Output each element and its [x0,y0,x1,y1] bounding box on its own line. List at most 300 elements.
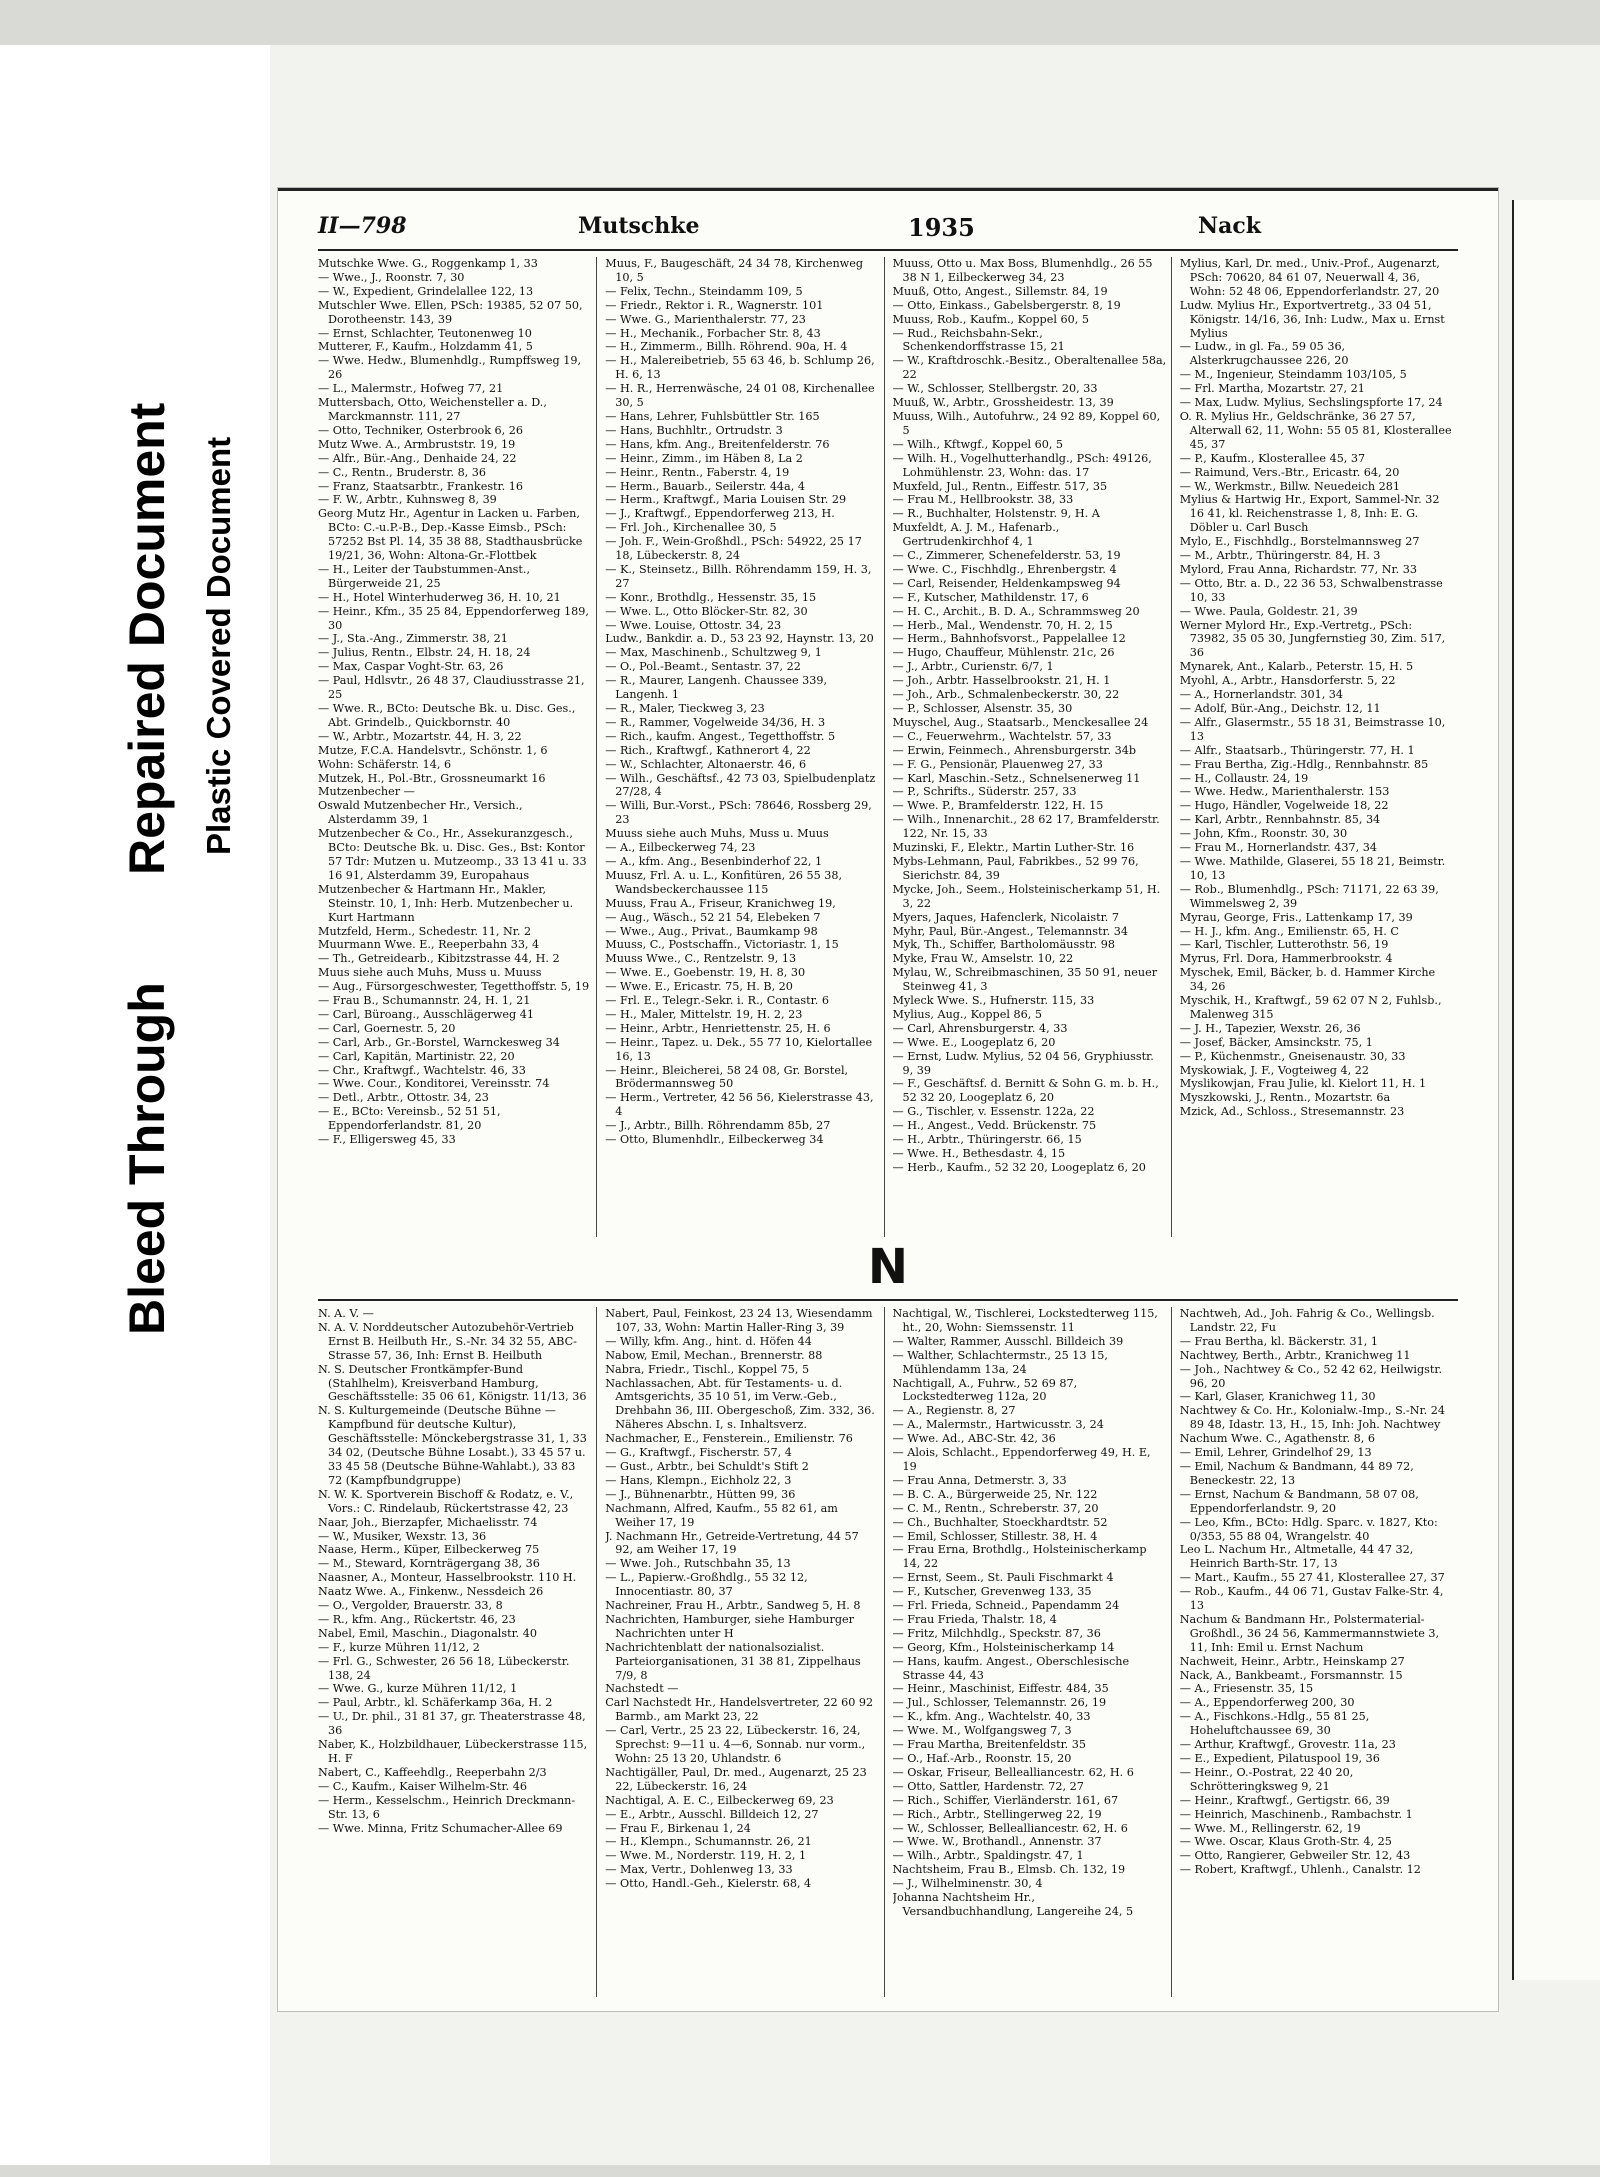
directory-entry: Nabert, Paul, Feinkost, 23 24 13, Wiesendamm 107, 33, Wohn: Martin Haller-Ring 3, 39 [605,1307,873,1334]
directory-entry: — H., Collaustr. 24, 19 [1179,771,1309,785]
directory-entry: — F., Kutscher, Grevenweg 133, 35 [892,1585,1092,1599]
directory-entry: — P., Kaufm., Klosterallee 45, 37 [1179,451,1366,465]
directory-entry: Mybs-Lehmann, Paul, Fabrikbes., 52 99 76, Sierichstr. 84, 39 [892,854,1139,882]
header-left-word: Mutschke [578,213,700,239]
directory-entry: — H., Arbtr., Thüringerstr. 66, 15 [892,1133,1082,1147]
directory-entry: — Wwe. Hedw., Marienthalerstr. 153 [1179,785,1390,799]
directory-entry: Myohl, A., Arbtr., Hansdorferstr. 5, 22 [1179,674,1396,688]
directory-entry: — Oskar, Friseur, Bellealliancestr. 62, H. 6 [892,1765,1134,1779]
directory-entry: — Wwe. Ad., ABC-Str. 42, 36 [892,1432,1056,1446]
directory-entry: — H., Angest., Vedd. Brückenstr. 75 [892,1119,1097,1133]
directory-entry: — Rob., Kaufm., 44 06 71, Gustav Falke-Str. 4, 13 [1179,1585,1444,1613]
directory-entry: — Otto, Sattler, Hardenstr. 72, 27 [892,1779,1084,1793]
directory-entry: — Detl., Arbtr., Ottostr. 34, 23 [318,1091,489,1105]
directory-entry: Muyschel, Aug., Staatsarb., Menckesallee 24 [892,715,1149,729]
directory-entry: Mylord, Frau Anna, Richardstr. 77, Nr. 33 [1179,562,1417,576]
directory-entry: Mynarek, Ant., Kalarb., Peterstr. 15, H. 5 [1179,660,1414,674]
directory-entry: — Hans, Klempn., Eichholz 22, 3 [605,1473,792,1487]
directory-entry: — H., Klempn., Schumannstr. 26, 21 [605,1835,812,1849]
directory-entry: Muzinski, F., Elektr., Martin Luther-Str. 16 [892,841,1135,855]
directory-entry: — Frau Bertha, kl. Bäckerstr. 31, 1 [1179,1334,1379,1348]
directory-entry: — Wwe. E., Loogeplatz 6, 20 [892,1035,1056,1049]
directory-entry: — Heinr., Kfm., 35 25 84, Eppendorferweg 189, 30 [318,604,589,632]
directory-entry: — E., Arbtr., Ausschl. Billdeich 12, 27 [605,1807,819,1821]
directory-entry: Myrau, George, Fris., Lattenkamp 17, 39 [1179,910,1413,924]
directory-entry: Mutzenbecher & Hartmann Hr., Makler, Steinstr. 10, 1, Inh: Herb. Mutzenbecher u. Kurt Hartmann [318,882,574,924]
directory-entry: — Herb., Kaufm., 52 32 20, Loogeplatz 6, 20 [892,1160,1146,1174]
directory-entry: — Frl. G., Schwester, 26 56 18, Lübeckerstr. 138, 24 [318,1654,570,1682]
directory-entry: Muttersbach, Otto, Weichensteller a. D., Marckmannstr. 111, 27 [318,396,547,423]
directory-entry: Nachrichtenblatt der nationalsozialist. Parteiorganisationen, 31 38 81, Zippelhaus 7/9, 8 [605,1640,861,1682]
directory-entry: — W., Expedient, Grindelallee 122, 13 [318,284,534,298]
directory-entry: — K., kfm. Ang., Wachtelstr. 40, 33 [892,1710,1091,1724]
upper-columns [318,257,1458,1237]
directory-entry: Werner Mylord Hr., Exp.-Vertretg., PSch: 73982, 35 05 30, Jungfernstieg 30, Zim. 517, 36 [1179,618,1446,660]
directory-entry: Mylius & Hartwig Hr., Export, Sammel-Nr. 32 16 41, kl. Reichenstrasse 1, 8, Inh: E. G. Döbler u. Carl Busch [1179,493,1440,535]
directory-entry: — Joh., Arbtr. Hasselbrookstr. 21, H. 1 [892,674,1111,688]
directory-entry: — Emil, Lehrer, Grindelhof 29, 13 [1179,1446,1372,1460]
directory-entry: — Wwe. E., Ericastr. 75, H. B, 20 [605,980,793,994]
directory-entry: Mutz Wwe. A., Armbruststr. 19, 19 [318,437,516,451]
header-right-word: Nack [1198,213,1262,239]
directory-entry: — H. C., Archit., B. D. A., Schrammsweg 20 [892,604,1140,618]
directory-entry: — Wwe. Hedw., Blumenhdlg., Rumpffsweg 19, 26 [318,354,582,382]
directory-entry: Myk, Th., Schiffer, Bartholomäusstr. 98 [892,938,1115,952]
directory-entry: N. W. K. Sportverein Bischoff & Rodatz, e. V., Vors.: C. Rindelaub, Rückertstrasse 42, 23 [318,1487,574,1515]
directory-entry: — Herb., Mal., Wendenstr. 70, H. 2, 15 [892,618,1113,632]
directory-entry: — Adolf, Bür.-Ang., Deichstr. 12, 11 [1179,702,1381,715]
directory-entry: Myslikowjan, Frau Julie, kl. Kielort 11, H. 1 [1179,1077,1427,1091]
directory-entry: — Wwe. Mathilde, Glaserei, 55 18 21, Beimstr. 10, 13 [1179,854,1446,882]
section-rule [318,1299,1458,1301]
directory-entry: — H., Leiter der Taubstummen-Anst., Bürgerweide 21, 25 [318,562,531,590]
directory-entry: — Wwe. Cour., Konditorei, Vereinsstr. 74 [318,1077,550,1091]
directory-entry: — A., Eilbeckerweg 74, 23 [605,841,756,855]
directory-entry: — Otto, Handl.-Geh., Kielerstr. 68, 4 [605,1877,812,1891]
directory-entry: Johanna Nachtsheim Hr., Versandbuchhandlung, Langereihe 24, 5 [892,1891,1134,1918]
adjacent-page-edge [1512,200,1600,1980]
directory-entry: — F. G., Pensionär, Plauenweg 27, 33 [892,757,1103,771]
directory-entry: — W., Schlachter, Altonaerstr. 46, 6 [605,757,807,771]
directory-entry: — Mart., Kaufm., 55 27 41, Klosterallee 27, 37 [1179,1571,1445,1585]
directory-entry: — Carl, Kapitän, Martinistr. 22, 20 [318,1049,515,1063]
directory-entry: — Rich., kaufm. Angest., Tegetthoffstr. 5 [605,729,836,743]
directory-column [605,1307,884,1997]
directory-entry: Mylo, E., Fischhdlg., Borstelmannsweg 27 [1179,535,1420,549]
directory-entry: Muuss siehe auch Muhs, Muss u. Muus [605,827,829,841]
directory-entry: Ludw. Mylius Hr., Exportvertretg., 33 04 51, Königstr. 14/16, 36, Inh: Ludw., Max u. Ernst Mylius [1179,298,1445,340]
plastic-covered-label: Plastic Covered Document [200,436,237,855]
directory-entry: — Alfr., Glasermstr., 55 18 31, Beimstrasse 10, 13 [1179,715,1446,743]
directory-entry: — Carl, Vertr., 25 23 22, Lübeckerstr. 16, 24, Sprechst: 9—11 u. 4—6, Sonnab. nur vorm., Wohn: 25 13 20, Uhlandstr. 6 [605,1724,866,1765]
directory-entry: — C. M., Rentn., Schreberstr. 37, 20 [892,1501,1099,1515]
directory-entry: — Franz, Staatsarbtr., Frankestr. 16 [318,479,524,493]
directory-column [605,257,884,1237]
directory-entry: — Wwe. Minna, Fritz Schumacher-Allee 69 [318,1821,563,1835]
directory-entry: Nachtigäller, Paul, Dr. med., Augenarzt, 25 23 22, Lübeckerstr. 16, 24 [605,1765,867,1793]
directory-entry: — Julius, Rentn., Elbstr. 24, H. 18, 24 [318,646,531,660]
directory-entry: — Rob., Blumenhdlg., PSch: 71171, 22 63 39, Wimmelsweg 2, 39 [1179,882,1439,910]
directory-entry: — J., Arbtr., Billh. Röhrendamm 85b, 27 [605,1119,831,1133]
directory-entry: — Rich., Arbtr., Stellingerweg 22, 19 [892,1807,1102,1821]
directory-entry: — B. C. A., Bürgerweide 25, Nr. 122 [892,1487,1098,1501]
directory-entry: — Carl, Ahrensburgerstr. 4, 33 [892,1021,1068,1035]
directory-entry: Muuss, C., Postschaffn., Victoriastr. 1, 15 [605,938,839,952]
directory-entry: — Erwin, Feinmech., Ahrensburgerstr. 34b [892,743,1137,757]
directory-entry: — Otto, Einkass., Gabelsbergerstr. 8, 19 [892,298,1121,312]
directory-entry: — Hugo, Chauffeur, Mühlenstr. 21c, 26 [892,646,1115,660]
directory-entry: Muuß, W., Arbtr., Grossheidestr. 13, 39 [892,396,1114,410]
directory-entry: Myhr, Paul, Bür.-Angest., Telemannstr. 34 [892,924,1128,938]
directory-entry: — Frau Martha, Breitenfeldstr. 35 [892,1738,1087,1752]
directory-entry: Naase, Herm., Küper, Eilbeckerweg 75 [318,1543,540,1557]
directory-entry: — Wilh., Arbtr., Spaldingstr. 47, 1 [892,1849,1084,1863]
directory-entry: — M., Steward, Kornträgergang 38, 36 [318,1557,540,1571]
directory-entry: — Carl, Reisender, Heldenkampsweg 94 [892,576,1121,590]
directory-entry: Nachtwey, Berth., Arbtr., Kranichweg 11 [1179,1348,1411,1362]
directory-entry: — Aug., Wäsch., 52 21 54, Elebeken 7 [605,910,821,924]
directory-entry: — J. H., Tapezier, Wexstr. 26, 36 [1179,1021,1361,1035]
directory-entry: Nachtigal, A. E. C., Eilbeckerweg 69, 23 [605,1793,834,1807]
directory-entry: — Heinr., Arbtr., Henriettenstr. 25, H. 6 [605,1021,831,1035]
directory-entry: Nachrichten, Hamburger, siehe Hamburger Nachrichten unter H [605,1612,854,1640]
directory-entry: Nachmann, Alfred, Kaufm., 55 82 61, am Weiher 17, 19 [605,1501,838,1529]
directory-entry: Nachmacher, E., Fensterein., Emilienstr. 76 [605,1432,853,1446]
directory-entry: — C., Kaufm., Kaiser Wilhelm-Str. 46 [318,1779,527,1793]
directory-entry: Nachum & Bandmann Hr., Polstermaterial-Großhdl., 36 24 56, Kammermannstwiete 3, 11, Inh: Emil u. Ernst Nachum [1179,1612,1440,1654]
directory-entry: Nachtweh, Ad., Joh. Fahrig & Co., Wellingsb. Landstr. 22, Fu [1179,1307,1435,1334]
directory-entry: Mutzenbecher — [318,785,415,799]
directory-entry: Myschek, Emil, Bäcker, b. d. Hammer Kirche 34, 26 [1179,966,1436,994]
directory-entry: — O., Vergolder, Brauerstr. 33, 8 [318,1599,503,1613]
directory-entry: — A., Malermstr., Hartwicusstr. 3, 24 [892,1418,1104,1432]
directory-entry: — Frau Bertha, Zig.-Hdlg., Rennbahnstr. 85 [1179,757,1429,771]
label-strip [0,45,270,2165]
directory-entry: — C., Rentn., Bruderstr. 8, 36 [318,465,487,479]
directory-column [1180,1307,1458,1997]
directory-entry: N. A. V. — [318,1307,374,1320]
directory-entry: — Frau Erna, Brothdlg., Holsteinischerkamp 14, 22 [892,1543,1147,1571]
directory-entry: — Rich., Schiffer, Vierländerstr. 161, 67 [892,1793,1119,1807]
directory-entry: — Wwe. G., kurze Mühren 11/12, 1 [318,1682,518,1696]
directory-entry: — Wwe. R., BCto: Deutsche Bk. u. Disc. Ges., Abt. Grindelb., Quickbornstr. 40 [318,702,576,729]
directory-entry: — Willi, Bur.-Vorst., PSch: 78646, Rossberg 29, 23 [605,799,872,827]
directory-entry: — Wilh., Geschäftsf., 42 73 03, Spielbudenplatz 27/28, 4 [605,771,876,799]
directory-entry: — Wwe. M., Norderstr. 119, H. 2, 1 [605,1849,807,1863]
directory-entry: — Wwe. L., Otto Blöcker-Str. 82, 30 [605,604,808,618]
directory-entry: Muusz, Frl. A. u. L., Konfitüren, 26 55 38, Wandsbeckerchaussee 115 [605,868,843,896]
directory-entry: Myszkowski, J., Rentn., Mozartstr. 6a [1179,1091,1391,1105]
directory-entry: O. R. Mylius Hr., Geldschränke, 36 27 57, Alterwall 62, 11, Wohn: 55 05 81, Klosterallee 45, 37 [1179,409,1452,451]
directory-entry: Mzick, Ad., Schloss., Stresemannstr. 23 [1179,1105,1405,1119]
directory-entry: — W., Kraftdroschk.-Besitz., Oberaltenallee 58a, 22 [892,354,1167,382]
directory-entry: — Heinr., Tapez. u. Dek., 55 77 10, Kielortallee 16, 13 [605,1035,873,1063]
directory-entry: Nachreiner, Frau H., Arbtr., Sandweg 5, H. 8 [605,1599,861,1613]
directory-entry: Mylius, Karl, Dr. med., Univ.-Prof., Augenarzt, PSch: 70620, 84 61 07, Neuerwall 4, 36, Wohn: 52 48 06, Eppendorferlandstr. 27, 20 [1179,257,1440,298]
directory-entry: — Willy, kfm. Ang., hint. d. Höfen 44 [605,1334,812,1348]
directory-entry: Mutzek, H., Pol.-Btr., Grossneumarkt 16 [318,771,546,785]
directory-entry: — H. R., Herrenwäsche, 24 01 08, Kirchenallee 30, 5 [605,382,875,410]
directory-entry: — R., Maurer, Langenh. Chaussee 339, Langenh. 1 [605,674,828,702]
directory-entry: Mylau, W., Schreibmaschinen, 35 50 91, neuer Steinweg 41, 3 [892,966,1158,994]
directory-entry: Muurmann Wwe. E., Reeperbahn 33, 4 [318,938,540,952]
directory-entry: — Ernst, Seem., St. Pauli Fischmarkt 4 [892,1571,1114,1585]
directory-entry: — H. J., kfm. Ang., Emilienstr. 65, H. C [1179,924,1399,938]
directory-entry: — Wwe. P., Bramfelderstr. 122, H. 15 [892,799,1104,813]
directory-entry: — Hans, Lehrer, Fuhlsbüttler Str. 165 [605,409,820,423]
directory-entry: — Wwe., J., Roonstr. 7, 30 [318,270,465,284]
directory-entry: — Alfr., Bür.-Ang., Denhaide 24, 22 [318,451,517,465]
directory-entry: — Heinr., Maschinist, Eiffestr. 484, 35 [892,1682,1109,1696]
directory-entry: — Ernst, Schlachter, Teutonenweg 10 [318,326,532,340]
directory-entry: — Herm., Kraftwgf., Maria Louisen Str. 29 [605,493,847,507]
directory-entry: — Max, Ludw. Mylius, Sechslingspforte 17, 24 [1179,396,1443,410]
directory-entry: — Wilh., Kftwgf., Koppel 60, 5 [892,437,1064,451]
directory-entry: — A., Eppendorferweg 200, 30 [1179,1696,1355,1710]
directory-entry: Ludw., Bankdir. a. D., 53 23 92, Haynstr. 13, 20 [605,632,874,646]
directory-entry: — Wwe. E., Goebenstr. 19, H. 8, 30 [605,966,806,980]
directory-entry: — O., Pol.-Beamt., Sentastr. 37, 22 [605,660,801,674]
directory-entry: — Frau M., Hellbrookstr. 38, 33 [892,493,1074,507]
directory-entry: Wohn: Schäferstr. 14, 6 [318,757,452,771]
directory-entry: — Alois, Schlacht., Eppendorferweg 49, H. E, 19 [892,1446,1151,1473]
directory-entry: — Carl, Büroang., Ausschlägerweg 41 [318,1007,534,1021]
directory-entry: Carl Nachstedt Hr., Handelsvertreter, 22 60 92 Barmb., am Markt 23, 22 [605,1696,874,1724]
directory-page [278,188,1498,2011]
directory-entry: — Ch., Buchhalter, Stoeckhardtstr. 52 [892,1515,1108,1529]
directory-entry: — Jul., Schlosser, Telemannstr. 26, 19 [892,1696,1107,1710]
directory-entry: J. Nachmann Hr., Getreide-Vertretung, 44 57 92, am Weiher 17, 19 [605,1529,859,1557]
directory-entry: Nachum Wwe. C., Agathenstr. 8, 6 [1179,1432,1375,1446]
directory-entry: Muuss Wwe., C., Rentzelstr. 9, 13 [605,952,797,966]
directory-entry: Nabow, Emil, Mechan., Brennerstr. 88 [605,1348,823,1362]
directory-entry: — Herm., Bahnhofsvorst., Pappelallee 12 [892,632,1126,646]
directory-entry: — Otto, Blumenhdlr., Eilbeckerweg 34 [605,1133,824,1147]
directory-entry: — F., Geschäftsf. d. Bernitt & Sohn G. m. b. H., 52 32 20, Loogeplatz 6, 20 [892,1077,1159,1105]
directory-entry: — Hans, kaufm. Angest., Oberschlesische Strasse 44, 43 [892,1654,1130,1682]
directory-entry: Myers, Jaques, Hafenclerk, Nicolaistr. 7 [892,910,1119,924]
directory-entry: — Emil, Schlosser, Stillestr. 38, H. 4 [892,1529,1098,1543]
directory-entry: — Herm., Vertreter, 42 56 56, Kielerstrasse 43, 4 [605,1091,874,1119]
directory-column [318,257,597,1237]
directory-entry: Naar, Joh., Bierzapfer, Michaelisstr. 74 [318,1515,538,1529]
directory-entry: — K., Steinsetz., Billh. Röhrendamm 159, H. 3, 27 [605,562,872,590]
directory-entry: N. S. Deutscher Frontkämpfer-Bund (Stahlhelm), Kreisverband Hamburg, Geschäftsstelle: 35 06 61, Königstr. 11/13, 36 [318,1362,587,1404]
directory-entry: — Max, Caspar Voght-Str. 63, 26 [318,660,504,674]
directory-entry: — Rud., Reichsbahn-Sekr., Schenkendorffstrasse 15, 21 [892,326,1065,354]
directory-entry: — Rich., Kraftwgf., Kathnerort 4, 22 [605,743,811,757]
bleed-through-label: Bleed Through [119,982,175,1335]
directory-entry: — F., kurze Mühren 11/12, 2 [318,1640,480,1654]
directory-entry: — J., Kraftwgf., Eppendorferweg 213, H. [605,507,835,521]
directory-entry: — F. W., Arbtr., Kuhnsweg 8, 39 [318,493,497,507]
directory-entry: — Gust., Arbtr., bei Schuldt's Stift 2 [605,1459,809,1473]
directory-entry: Muuss, Rob., Kaufm., Koppel 60, 5 [892,312,1089,326]
directory-entry: — Wwe. Joh., Rutschbahn 35, 13 [605,1557,791,1571]
directory-entry: — Josef, Bäcker, Amsinckstr. 75, 1 [1179,1035,1373,1049]
directory-entry: Nachtigall, A., Fuhrw., 52 69 87, Lockstedterweg 112a, 20 [892,1376,1078,1404]
directory-entry: — R., kfm. Ang., Rückertstr. 46, 23 [318,1612,516,1626]
directory-entry: — H., Maler, Mittelstr. 19, H. 2, 23 [605,1007,803,1021]
directory-entry: — Joh., Arb., Schmalenbeckerstr. 30, 22 [892,688,1120,702]
directory-entry: Nachtsheim, Frau B., Elmsb. Ch. 132, 19 [892,1863,1126,1877]
directory-entry: N. A. V. Norddeutscher Autozubehör-Vertrieb Ernst B. Heilbuth Hr., S.-Nr. 34 32 55, ABC-Strasse 57, 36, Inh: Ernst B. Heilbuth [318,1320,577,1362]
directory-entry: Myskowiak, J. F., Vogteiweg 4, 22 [1179,1063,1369,1077]
directory-entry: — Karl, Maschin.-Setz., Schnelsenerweg 11 [892,771,1141,785]
directory-entry: — J., Wilhelminenstr. 30, 4 [892,1877,1043,1891]
directory-entry: — Heinr., Zimm., im Häben 8, La 2 [605,451,803,465]
directory-entry: — Karl, Arbtr., Rennbahnstr. 85, 34 [1179,813,1381,827]
directory-entry: Mutschler Wwe. Ellen, PSch: 19385, 52 07 50, Dorotheenstr. 143, 39 [318,298,583,326]
directory-column [893,257,1172,1237]
directory-entry: Nachtwey & Co. Hr., Kolonialw.-Imp., S.-Nr. 24 89 48, Idastr. 13, H., 15, Inh: Joh. Nachtwey [1179,1404,1445,1432]
directory-entry: — O., Haf.-Arb., Roonstr. 15, 20 [892,1752,1072,1765]
directory-entry: — J., Bühnenarbtr., Hütten 99, 36 [605,1487,796,1501]
directory-entry: Nachweit, Heinr., Arbtr., Heinskamp 27 [1179,1654,1405,1668]
directory-entry: — C., Zimmerer, Schenefelderstr. 53, 19 [892,549,1121,563]
directory-entry: — Joh. F., Wein-Großhdl., PSch: 54922, 25 17 18, Lübeckerstr. 8, 24 [605,535,862,563]
directory-entry: — Joh., Nachtwey & Co., 52 42 62, Heilwigstr. 96, 20 [1179,1362,1443,1390]
directory-entry: — Ernst, Ludw. Mylius, 52 04 56, Gryphiusstr. 9, 39 [892,1049,1154,1077]
directory-entry: — E., Expedient, Pilatuspool 19, 36 [1179,1752,1380,1765]
directory-entry: — Wwe. G., Marienthalerstr. 77, 23 [605,312,806,326]
directory-entry: — Robert, Kraftwgf., Uhlenh., Canalstr. 12 [1179,1863,1421,1877]
directory-entry: — Frau Frieda, Thalstr. 18, 4 [892,1612,1057,1626]
directory-entry: — G., Tischler, v. Essenstr. 122a, 22 [892,1105,1095,1119]
directory-entry: — E., BCto: Vereinsb., 52 51 51, Eppendorferlandstr. 81, 20 [318,1105,501,1133]
directory-entry: Nack, A., Bankbeamt., Forsmannstr. 15 [1179,1668,1403,1682]
directory-entry: — Herm., Kesselschm., Heinrich Dreckmann-Str. 13, 6 [318,1793,576,1821]
directory-entry: — Aug., Fürsorgeschwester, Tegetthoffstr. 5, 19 [318,980,590,994]
directory-entry: — Wwe., Aug., Privat., Baumkamp 98 [605,924,818,938]
directory-entry: — H., Mechanik., Forbacher Str. 8, 43 [605,326,821,340]
directory-entry: — A., Fischkons.-Hdlg., 55 81 25, Hoheluftchaussee 69, 30 [1179,1710,1370,1738]
directory-entry: Oswald Mutzenbecher Hr., Versich., Alsterdamm 39, 1 [318,799,523,827]
directory-entry: — Paul, Arbtr., kl. Schäferkamp 36a, H. 2 [318,1696,553,1710]
directory-entry: — Heinr., Bleicherei, 58 24 08, Gr. Borstel, Brödermannsweg 50 [605,1063,849,1091]
directory-entry: — Wwe. Paula, Goldestr. 21, 39 [1179,604,1358,618]
directory-entry: — Otto, Techniker, Osterbrook 6, 26 [318,423,524,437]
directory-entry: — Wilh., Innenarchit., 28 62 17, Bramfelderstr. 122, Nr. 15, 33 [892,813,1160,841]
directory-entry: — Carl, Goernestr. 5, 20 [318,1021,456,1035]
directory-entry: Muus, F., Baugeschäft, 24 34 78, Kirchenweg 10, 5 [605,257,864,284]
directory-entry: — R., Maler, Tieckweg 3, 23 [605,702,765,715]
directory-entry: — Chr., Kraftwgf., Wachtelstr. 46, 33 [318,1063,526,1077]
directory-entry: — Heinr., O.-Postrat, 22 40 20, Schrötteringksweg 9, 21 [1179,1765,1354,1793]
directory-entry: — Felix, Techn., Steindamm 109, 5 [605,284,803,298]
directory-entry: — P., Küchenmstr., Gneisenaustr. 30, 33 [1179,1049,1406,1063]
directory-entry: Mutterer, F., Kaufm., Holzdamm 41, 5 [318,340,533,354]
page-number: II—798 [318,213,407,239]
directory-entry: — W., Arbtr., Mozartstr. 44, H. 3, 22 [318,729,522,743]
directory-entry: — Frl. E., Telegr.-Sekr. i. R., Contastr. 6 [605,994,829,1008]
directory-entry: — F., Kutscher, Mathildenstr. 17, 6 [892,590,1089,604]
directory-entry: — H., Malereibetrieb, 55 63 46, b. Schlump 26, H. 6, 13 [605,354,875,382]
directory-entry: — A., Friesenstr. 35, 15 [1179,1682,1314,1696]
directory-entry: N. S. Kulturgemeinde (Deutsche Bühne — Kampfbund für deutsche Kultur), Geschäftsstelle: Mönckebergstrasse 31, 1, 33 34 02, (Deutsche Bühne Losabt.), 33 45 57 u. 33 45 58 (Deutsche Bühne-Wahlabt.), 33 83 72 (Kampfbundgruppe) [318,1404,587,1487]
directory-entry: — Emil, Nachum & Bandmann, 44 89 72, Beneckestr. 22, 13 [1179,1459,1414,1487]
directory-entry: — A., Hornerlandstr. 301, 34 [1179,688,1344,702]
directory-entry: Nabra, Friedr., Tischl., Koppel 75, 5 [605,1362,810,1376]
directory-entry: — Wwe. M., Wolfgangsweg 7, 3 [892,1724,1072,1738]
directory-entry: — J., Sta.-Ang., Zimmerstr. 38, 21 [318,632,508,646]
directory-entry: — Alfr., Staatsarb., Thüringerstr. 77, H. 1 [1179,743,1415,757]
directory-entry: — R., Rammer, Vogelweide 34/36, H. 3 [605,715,826,729]
running-header [318,213,1458,245]
directory-entry: — Wwe. Louise, Ottostr. 34, 23 [605,618,782,632]
directory-entry: Muxfeldt, A. J. M., Hafenarb., Gertrudenkirchhof 4, 1 [892,521,1060,549]
directory-entry: — Leo, Kfm., BCto: Hdlg. Sparc. v. 1827, Kto: 0/353, 55 88 04, Wrangelstr. 40 [1179,1515,1438,1543]
directory-entry: — Hans, kfm. Ang., Breitenfelderstr. 76 [605,437,830,451]
directory-entry: — W., Schlosser, Stellbergstr. 20, 33 [892,382,1098,396]
directory-entry: Nabert, C., Kaffeehdlg., Reeperbahn 2/3 [318,1765,547,1779]
directory-entry: — H., Zimmerm., Billh. Röhrend. 90a, H. 4 [605,340,848,354]
directory-entry: Naatz Wwe. A., Finkenw., Nessdeich 26 [318,1585,544,1599]
directory-entry: Nachstedt — [605,1682,679,1696]
directory-entry: — H., Hotel Winterhuderweg 36, H. 10, 21 [318,590,561,604]
directory-entry: Naber, K., Holzbildhauer, Lübeckerstrasse 115, H. F [318,1738,588,1765]
directory-entry: — Wwe. W., Brothandl., Annenstr. 37 [892,1835,1102,1849]
directory-entry: — Karl, Glaser, Kranichweg 11, 30 [1179,1390,1376,1404]
directory-entry: — U., Dr. phil., 31 81 37, gr. Theaterstrasse 48, 36 [318,1710,586,1738]
directory-column [893,1307,1172,1997]
directory-entry: — M., Ingenieur, Steindamm 103/105, 5 [1179,368,1407,382]
directory-entry: Myrus, Frl. Dora, Hammerbrookstr. 4 [1179,952,1393,966]
directory-column [318,1307,597,1997]
directory-entry: Mylius, Aug., Koppel 86, 5 [892,1007,1042,1021]
directory-entry: Myschik, H., Kraftwgf., 59 62 07 N 2, Fuhlsb., Malenweg 315 [1179,994,1442,1021]
directory-entry: — P., Schlosser, Alsenstr. 35, 30 [892,702,1073,715]
directory-entry: Muuss, Wilh., Autofuhrw., 24 92 89, Koppel 60, 5 [892,409,1161,437]
header-rule [318,249,1458,251]
directory-entry: Myleck Wwe. S., Hufnerstr. 115, 33 [892,994,1095,1008]
directory-entry: — John, Kfm., Roonstr. 30, 30 [1179,827,1348,841]
directory-entry: — W., Schlosser, Bellealliancestr. 62, H. 6 [892,1821,1128,1835]
directory-entry: — Hugo, Händler, Vogelweide 18, 22 [1179,799,1389,813]
lower-columns [318,1307,1458,1997]
directory-entry: Mycke, Joh., Seem., Holsteinischerkamp 51, H. 3, 22 [892,882,1161,910]
directory-entry: Mutze, F.C.A. Handelsvtr., Schönstr. 1, 6 [318,743,548,757]
directory-entry: — Wwe. M., Rellingerstr. 62, 19 [1179,1821,1361,1835]
directory-entry: — Th., Getreidearb., Kibitzstrasse 44, H. 2 [318,952,560,966]
directory-entry: — Wwe. H., Bethesdastr. 4, 15 [892,1147,1066,1160]
header-year: 1935 [908,213,975,242]
directory-entry: — Wwe. C., Fischhdlg., Ehrenbergstr. 4 [892,562,1117,576]
directory-entry: — Heinr., Kraftwgf., Gertigstr. 66, 39 [1179,1793,1390,1807]
directory-entry: Muus siehe auch Muhs, Muss u. Muuss [318,966,542,980]
directory-entry: Muuß, Otto, Angest., Sillemstr. 84, 19 [892,284,1108,298]
directory-entry: — M., Arbtr., Thüringerstr. 84, H. 3 [1179,549,1381,563]
directory-entry: — L., Malermstr., Hofweg 77, 21 [318,382,504,396]
directory-entry: — W., Werkmstr., Billw. Neuedeich 281 [1179,479,1400,493]
directory-entry: — Ernst, Nachum & Bandmann, 58 07 08, Eppendorferlandstr. 9, 20 [1179,1487,1419,1515]
directory-entry: Mutzenbecher & Co., Hr., Assekuranzgesch., BCto: Deutsche Bk. u. Disc. Ges., Bst: Kontor 57 Tdr: Mutzen u. Mutzeomp., 33 13 41 u. 33 16 91, Alsterdamm 39, Europahaus [318,827,587,882]
directory-entry: — L., Papierw.-Großhdlg., 55 32 12, Innocentiastr. 80, 37 [605,1571,808,1599]
directory-entry: — Frau F., Birkenau 1, 24 [605,1821,751,1835]
directory-entry: Nachtigal, W., Tischlerei, Lockstedterweg 115, ht., 20, Wohn: Siemssenstr. 11 [892,1307,1158,1334]
directory-entry: Muxfeld, Jul., Rentn., Eiffestr. 517, 35 [892,479,1108,493]
directory-entry: Georg Mutz Hr., Agentur in Lacken u. Farben, BCto: C.-u.P.-B., Dep.-Kasse Eimsb., PSch: 57252 Bst Pl. 14, 35 38 88, Stadthausbrücke 19/21, 36, Wohn: Altona-Gr.-Flottbek [318,507,583,563]
directory-entry: Muuss, Frau A., Friseur, Kranichweg 19, [605,896,836,910]
directory-entry: — Raimund, Vers.-Btr., Ericastr. 64, 20 [1179,465,1400,479]
directory-entry: — Ludw., in gl. Fa., 59 05 36, Alsterkrugchaussee 226, 20 [1179,340,1349,368]
directory-entry: — Heinrich, Maschinenb., Rambachstr. 1 [1179,1807,1413,1821]
directory-entry: — Frau B., Schumannstr. 24, H. 1, 21 [318,994,531,1008]
directory-entry: — C., Feuerwehrm., Wachtelstr. 57, 33 [892,729,1112,743]
directory-entry: — Walter, Rammer, Ausschl. Billdeich 39 [892,1334,1124,1348]
repaired-document-label: Repaired Document [119,402,175,875]
directory-entry: Nabel, Emil, Maschin., Diagonalstr. 40 [318,1626,538,1640]
